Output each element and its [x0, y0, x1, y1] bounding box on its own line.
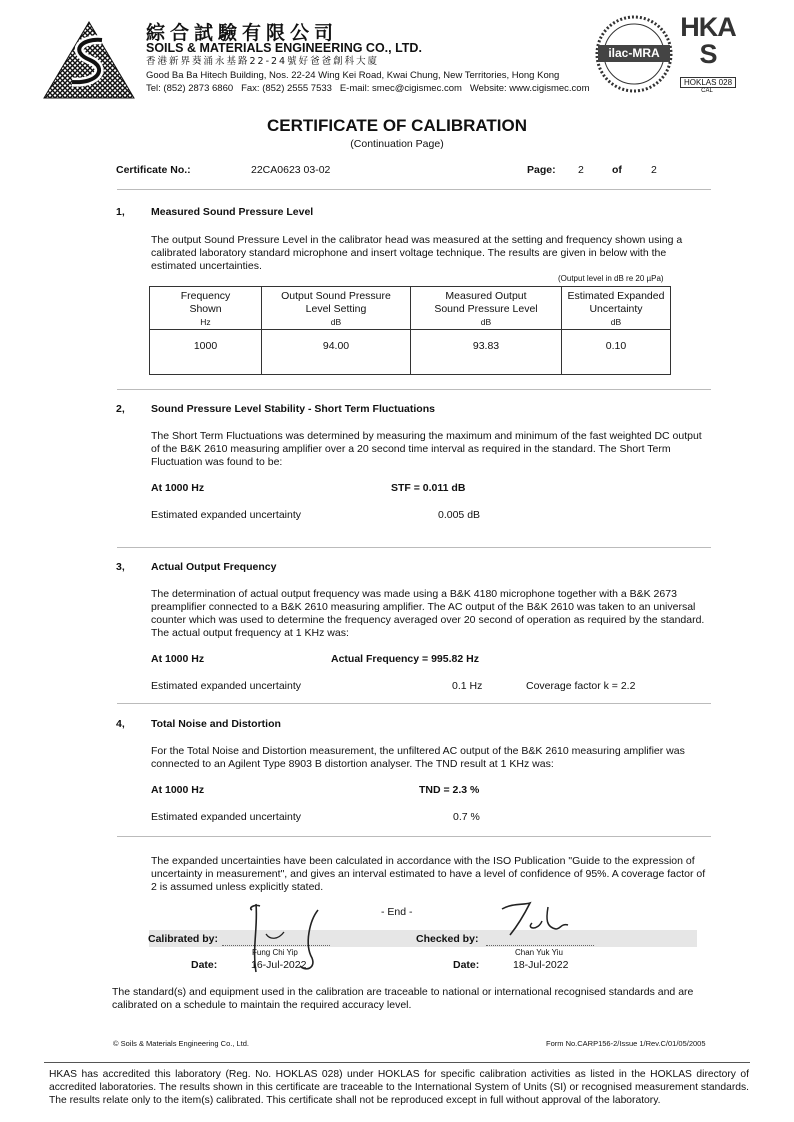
divider — [117, 547, 711, 548]
table-header-row — [150, 287, 671, 330]
divider — [117, 703, 711, 704]
section-title: Sound Pressure Level Stability - Short Term Fluctuations — [151, 403, 435, 415]
form-number: Form No.CARP156-2/Issue 1/Rev.C/01/05/2005 — [546, 1039, 706, 1048]
calibrated-by-label: Calibrated by: — [148, 933, 219, 945]
section-title: Total Noise and Distortion — [151, 718, 281, 730]
uncertainty-value: 0.1 Hz — [452, 680, 483, 692]
section-number: 2, — [116, 403, 125, 415]
email: E-mail: smec@cigismec.com — [339, 83, 462, 94]
calibrated-by-signature — [240, 898, 330, 978]
section-body: For the Total Noise and Distortion measurement, the unfiltered AC output of the B&K 2610 measuring amplifier was connected to an Agilent Type 8903 B distortion analyser. The TND result at 1 KHz was: — [151, 745, 685, 770]
end-marker: - End - — [381, 906, 413, 918]
uncertainty-value: 0.7 % — [453, 811, 480, 823]
column-header: Frequency Shown Hz — [150, 287, 262, 330]
page-label: Page: — [527, 164, 556, 176]
frequency-label: At 1000 Hz — [151, 784, 205, 796]
cal-label: CAL — [701, 88, 713, 94]
uncertainty-label: Estimated expanded uncertainty — [151, 811, 302, 823]
certificate-number-label: Certificate No.: — [116, 164, 191, 176]
frequency-label: At 1000 Hz — [151, 482, 205, 494]
company-name: SOILS & MATERIALS ENGINEERING CO., LTD. — [146, 41, 422, 55]
contact-line — [146, 83, 590, 95]
uncertainty-label: Estimated expanded uncertainty — [151, 680, 302, 692]
address-chinese: 香港新界葵涌永基路22-24號好爸爸創科大廈 — [146, 56, 380, 67]
checked-date-label: Date: — [453, 959, 480, 971]
fax: Fax: (852) 2555 7533 — [241, 83, 332, 94]
tnd-result: TND = 2.3 % — [419, 784, 480, 796]
hkas-mark — [676, 14, 740, 96]
address: Good Ba Ba Hitech Building, Nos. 22-24 Wing Kei Road, Kwai Chung, New Territories, Hong Kong — [146, 70, 560, 81]
table-note: (Output level in dB re 20 µPa) — [558, 274, 664, 283]
coverage-factor: Coverage factor k = 2.2 — [526, 680, 636, 692]
section-title: Actual Output Frequency — [151, 561, 277, 573]
stf-result: STF = 0.011 dB — [391, 482, 466, 494]
calibrated-date-label: Date: — [191, 959, 218, 971]
checked-date: 18-Jul-2022 — [513, 959, 569, 971]
uncertainty-note: The expanded uncertainties have been calculated in accordance with the ISO Publication "Guide to the expression of uncertainty in measurement", and gives an interval estimated to have a level of confidence of 95%. A coverage factor of 2 is assumed unless explicitly stated. — [151, 855, 706, 893]
table-cell: 94.00 — [262, 330, 411, 375]
column-header: Measured Output Sound Pressure Level dB — [411, 287, 562, 330]
continuation-subtitle: (Continuation Page) — [350, 138, 444, 150]
section-title: Measured Sound Pressure Level — [151, 206, 314, 218]
section-body: The output Sound Pressure Level in the calibrator head was measured at the setting and frequency shown using a calibrated laboratory standard microphone and insert voltage technique. The results are given in below with the estimated uncertainties. — [151, 234, 683, 272]
ilac-mra-seal — [594, 14, 674, 94]
certificate-number: 22CA0623 03-02 — [251, 164, 331, 176]
company-name-chinese: 綜合試驗有限公司 — [146, 22, 339, 44]
divider — [117, 389, 711, 390]
hoklas-number: HOKLAS 028 — [680, 77, 736, 88]
calibrated-date: 16-Jul-2022 — [251, 959, 307, 971]
footer-divider — [44, 1062, 750, 1063]
section-number: 1, — [116, 206, 125, 218]
column-header: Estimated Expanded Uncertainty dB — [562, 287, 671, 330]
divider — [117, 189, 711, 190]
page-number: 2 — [578, 164, 584, 176]
frequency-label: At 1000 Hz — [151, 653, 205, 665]
table-cell: 93.83 — [411, 330, 562, 375]
table-cell: 0.10 — [562, 330, 671, 375]
divider — [117, 836, 711, 837]
section-body: The Short Term Fluctuations was determined by measuring the maximum and minimum of the fast weighted DC output of the B&K 2610 measuring amplifier over a 20 second time interval as required in the standard. The Short Term Fluctuation was found to be: — [151, 430, 702, 468]
uncertainty-label: Estimated expanded uncertainty — [151, 509, 302, 521]
certificate-title: CERTIFICATE OF CALIBRATION — [266, 116, 527, 135]
ilac-mra-text: ilac-MRA — [608, 46, 660, 60]
section-number: 3, — [116, 561, 125, 573]
section-number: 4, — [116, 718, 125, 730]
table-row — [150, 330, 671, 375]
checked-by-name: Chan Yuk Yiu — [515, 948, 563, 957]
checked-by-label: Checked by: — [416, 933, 479, 945]
page-of-label: of — [612, 164, 622, 176]
sound-pressure-table — [149, 286, 671, 375]
calibrated-by-name: Fung Chi Yip — [252, 948, 298, 957]
section-body: The determination of actual output frequency was made using a B&K 4180 microphone together with a B&K 2673 preamplifier connected to a B&K 2610 measuring amplifier. The AC output of the B&K 2610 was taken to an universal counter which was used to determine the frequency averaged over 20 second of operation as required by the standard. The actual output frequency at 1 KHz was: — [151, 588, 705, 639]
traceability-statement: The standard(s) and equipment used in the calibration are traceable to national or international recognised standards and are calibrated on a schedule to maintain the required accuracy level. — [112, 986, 694, 1011]
table-cell: 1000 — [150, 330, 262, 375]
telephone: Tel: (852) 2873 6860 — [146, 83, 234, 94]
website: Website: www.cigismec.com — [469, 83, 590, 94]
actual-frequency-result: Actual Frequency = 995.82 Hz — [331, 653, 479, 665]
page-total: 2 — [651, 164, 657, 176]
hkas-text: HKAS — [680, 12, 736, 69]
company-logo — [40, 18, 138, 100]
checked-by-signature — [496, 895, 576, 945]
uncertainty-value: 0.005 dB — [438, 509, 481, 521]
accreditation-footer: HKAS has accredited this laboratory (Reg. No. HOKLAS 028) under HOKLAS for specific calibration activities as listed in the HOKLAS directory of accredited laboratories. The results shown in this certificate are traceable to the International System of Units (SI) or recognised measurement standards. The results relate only to the item(s) calibrated. This certificate shall not be reproduced except in full without approval of the laboratory. — [49, 1069, 749, 1106]
copyright: © Soils & Materials Engineering Co., Ltd. — [113, 1039, 250, 1048]
column-header: Output Sound Pressure Level Setting dB — [262, 287, 411, 330]
